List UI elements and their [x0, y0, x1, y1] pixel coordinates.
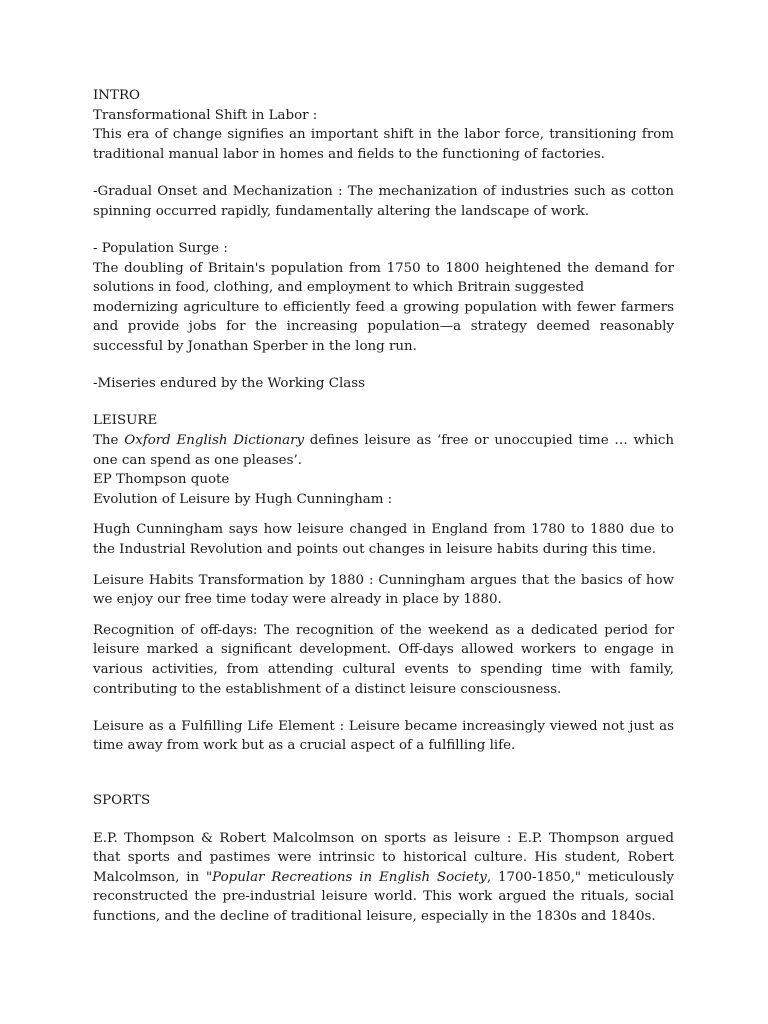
sports-suffix: , 1700-1850," meticulously reconstructed the pre-industrial leisure world. This work argued the rituals, social functions, and the decline of traditional leisure, especially in the 1830s and 1840s.	[93, 869, 674, 925]
sports-heading: SPORTS	[93, 793, 151, 809]
population-paragraph-1: The doubling of Britain's population from 1750 to 1800 heightened the demand for solutions in food, clothing, and employment to which Britrain suggested	[93, 260, 674, 296]
population-heading: - Population Surge :	[93, 240, 228, 256]
offdays-paragraph: Recognition of off-days: The recognition of the weekend as a dedicated period for leisure marked a significant development. Off-days allowed workers to engage in various activities, from attending cultural events to spending time with family, contributing to the establishment of a distinct leisure consciousness.	[93, 622, 674, 697]
intro-paragraph: This era of change signifies an important shift in the labor force, transitioning from traditional manual labor in homes and fields to the functioning of factories.	[93, 127, 674, 162]
evolution-heading: Evolution of Leisure by Hugh Cunningham :	[93, 491, 393, 507]
leisure-heading: LEISURE	[93, 413, 158, 429]
definition-prefix: The	[93, 433, 125, 449]
cunningham-paragraph: Hugh Cunningham says how leisure changed in England from 1780 to 1880 due to the Industrial Revolution and points out changes in leisure habits during this time.	[93, 522, 674, 558]
sports-paragraph	[93, 829, 674, 927]
definition-suffix: defines leisure as ‘free or unoccupied time … which one can spend as one pleases’.	[93, 433, 674, 468]
fulfilling-paragraph: Leisure as a Fulfilling Life Element : Leisure became increasingly viewed not just as time away from work but as a crucial aspect of a fulfilling life.	[93, 718, 674, 754]
ep-thompson-quote-line: EP Thompson quote	[93, 472, 230, 488]
intro-subheading: Transformational Shift in Labor :	[93, 107, 318, 123]
sports-prefix: E.P. Thompson & Robert Malcolmson on sports as leisure : E.P. Thompson argued that sports and pastimes were intrinsic to historical culture. His student, Robert Malcolmson, in "	[93, 830, 674, 885]
document-page	[93, 86, 674, 927]
population-paragraph-2: modernizing agriculture to efficiently feed a growing population with fewer farmers and provide jobs for the increasing population—a strategy deemed reasonably successful by Jonathan Sperber in the long run.	[93, 299, 674, 354]
definition-italic-title: Oxford English Dictionary	[124, 433, 305, 449]
gradual-onset-paragraph: -Gradual Onset and Mechanization : The mechanization of industries such as cotton spinning occurred rapidly, fundamentally altering the landscape of work.	[93, 184, 674, 219]
miseries-line: -Miseries endured by the Working Class	[93, 376, 365, 392]
intro-heading: INTRO	[93, 88, 140, 103]
sports-italic-title: Popular Recreations in English Society	[212, 869, 487, 885]
habits-paragraph: Leisure Habits Transformation by 1880 : Cunningham argues that the basics of how we enjoy our free time today were already in place by 1880.	[93, 572, 674, 608]
leisure-definition	[93, 431, 674, 470]
